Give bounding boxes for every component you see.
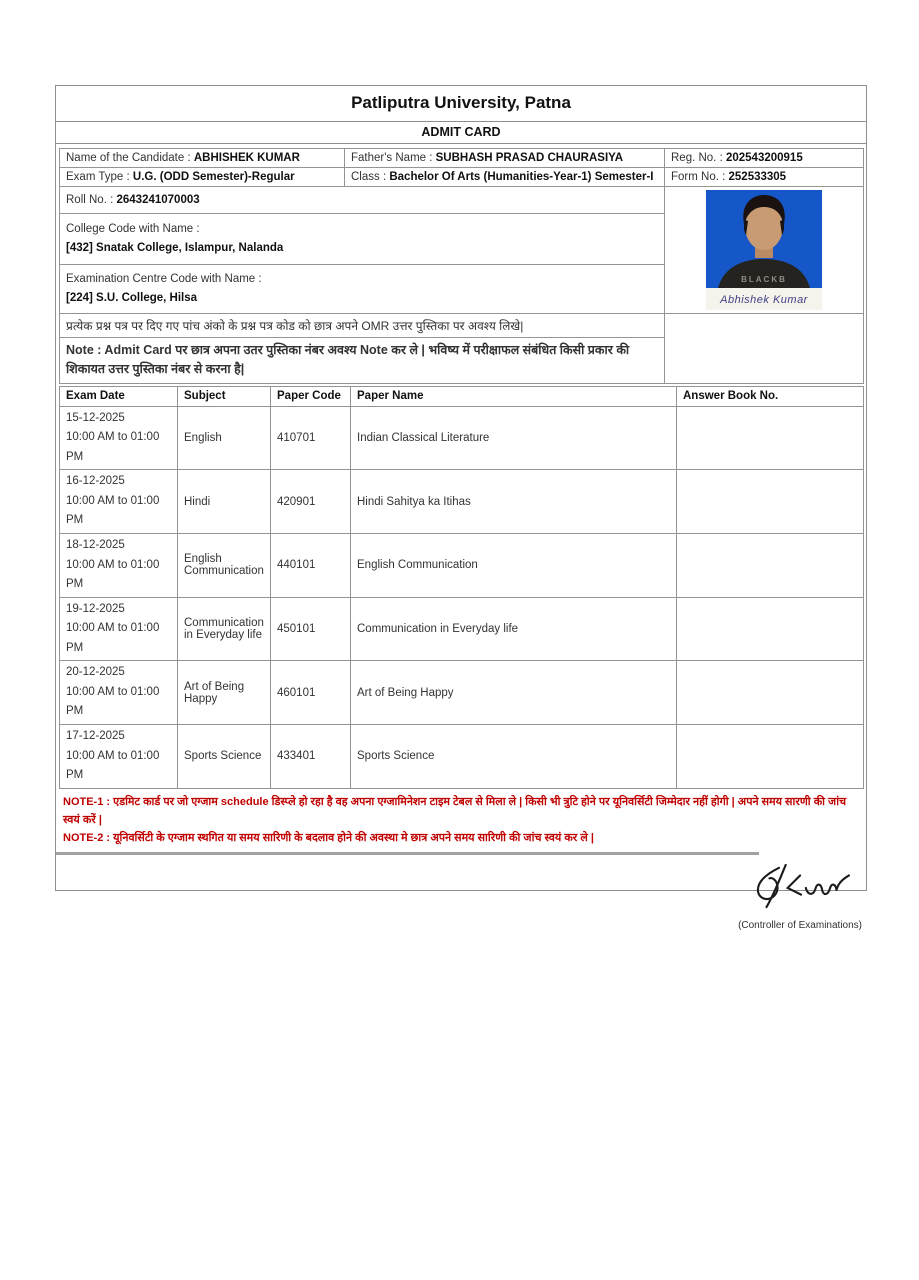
- info-row-omr-note: [60, 314, 864, 338]
- form-no-cell: [665, 168, 864, 187]
- admit-card-document: [55, 85, 867, 932]
- paper-name-cell: Indian Classical Literature: [351, 406, 677, 470]
- blank-side-cell: [665, 314, 864, 384]
- signature-caption: (Controller of Examinations): [738, 920, 862, 932]
- exam-date-cell: [60, 597, 178, 661]
- signature-image: [750, 863, 854, 909]
- exam-row: [60, 406, 864, 470]
- footer-note-2: NOTE-2 : यूनिवर्सिटी के एग्जाम स्थगित या समय सारिणी के बदलाव होने की अवस्था मे छात्र अपने समय सारिणी की जांच स्वयं कर ले |: [63, 831, 594, 844]
- candidate-name-label: Name of the Candidate :: [66, 152, 194, 164]
- exam-date-cell: [60, 470, 178, 534]
- subject-cell: Communication in Everyday life: [178, 597, 271, 661]
- exam-centre-value: [224] S.U. College, Hilsa: [66, 292, 198, 305]
- exam-centre-cell: [60, 265, 665, 314]
- exam-col-header: Paper Name: [351, 386, 677, 406]
- roll-no-label: Roll No. :: [66, 193, 117, 206]
- answer-book-no-cell: [677, 724, 864, 788]
- omr-instruction-text: प्रत्येक प्रश्न पत्र पर दिए गए पांच अंको के प्रश्न पत्र कोड को छात्र अपने OMR उत्तर पुस्तिका पर अवश्य लिखे|: [60, 314, 665, 338]
- paper-name-cell: Communication in Everyday life: [351, 597, 677, 661]
- exam-centre-label: Examination Centre Code with Name :: [66, 272, 262, 285]
- college-label: College Code with Name :: [66, 222, 200, 235]
- candidate-photo-cell: [665, 187, 864, 314]
- exam-row: [60, 597, 864, 661]
- exam-type-value: U.G. (ODD Semester)-Regular: [132, 171, 295, 183]
- info-row-roll: [60, 187, 864, 214]
- father-name-value: SUBHASH PRASAD CHAURASIYA: [435, 152, 624, 164]
- roll-no-value: 2643241070003: [116, 193, 200, 206]
- separator-line: [56, 852, 759, 855]
- exam-date: 16-12-2025: [66, 475, 125, 488]
- footer-notes: [56, 789, 866, 849]
- exam-col-header: Exam Date: [60, 386, 178, 406]
- exam-date: 15-12-2025: [66, 411, 125, 424]
- exam-date: 18-12-2025: [66, 539, 125, 552]
- answer-book-note-text: Note : Admit Card पर छात्र अपना उतर पुस्तिका नंबर अवश्य Note कर ले | भविष्य में परीक्षाफल संबंधित किसी प्रकार की शिकायत उत्तर पुस्तिका नंबर से करना है|: [60, 338, 665, 384]
- exam-row: [60, 661, 864, 725]
- card-title: ADMIT CARD: [56, 122, 866, 144]
- exam-time: 10:00 AM to 01:00 PM: [66, 431, 160, 463]
- college-value: [432] Snatak College, Islampur, Nalanda: [66, 242, 284, 255]
- exam-row: [60, 724, 864, 788]
- exam-type-label: Exam Type :: [66, 171, 133, 183]
- exam-type-cell: [60, 168, 345, 187]
- candidate-photo: [706, 190, 822, 310]
- class-cell: [345, 168, 665, 187]
- paper-name-cell: Hindi Sahitya ka Itihas: [351, 470, 677, 534]
- exam-table-header-row: [60, 386, 864, 406]
- class-label: Class :: [351, 171, 390, 183]
- class-value: Bachelor Of Arts (Humanities-Year-1) Semester-I: [389, 171, 654, 183]
- subject-cell: English Communication: [178, 534, 271, 598]
- exam-col-header: Paper Code: [271, 386, 351, 406]
- answer-book-no-cell: [677, 597, 864, 661]
- form-no-label: Form No. :: [671, 171, 729, 183]
- answer-book-no-cell: [677, 661, 864, 725]
- father-name-cell: [345, 149, 665, 168]
- exam-time: 10:00 AM to 01:00 PM: [66, 494, 160, 527]
- exam-date: 20-12-2025: [66, 666, 125, 679]
- form-no-value: 252533305: [728, 171, 787, 183]
- paper-code-cell: 433401: [271, 724, 351, 788]
- candidate-name-value: ABHISHEK KUMAR: [193, 152, 300, 164]
- photo-caption-handwriting: Abhishek Kumar: [720, 294, 808, 306]
- exam-date-cell: [60, 724, 178, 788]
- exam-date-cell: [60, 661, 178, 725]
- exam-time: 10:00 AM to 01:00 PM: [66, 622, 160, 654]
- subject-cell: Art of Being Happy: [178, 661, 271, 725]
- exam-col-header: Answer Book No.: [677, 386, 864, 406]
- exam-row: [60, 534, 864, 598]
- answer-book-no-cell: [677, 470, 864, 534]
- exam-date: 19-12-2025: [66, 602, 125, 615]
- paper-code-cell: 440101: [271, 534, 351, 598]
- paper-code-cell: 410701: [271, 406, 351, 470]
- candidate-info-table: [59, 148, 864, 384]
- subject-cell: English: [178, 406, 271, 470]
- paper-name-cell: Sports Science: [351, 724, 677, 788]
- signature-block: [56, 863, 866, 931]
- paper-name-cell: Art of Being Happy: [351, 661, 677, 725]
- exam-table-body: [60, 406, 864, 788]
- college-cell: [60, 213, 665, 265]
- paper-name-cell: English Communication: [351, 534, 677, 598]
- exam-row: [60, 470, 864, 534]
- subject-cell: Hindi: [178, 470, 271, 534]
- paper-code-cell: 420901: [271, 470, 351, 534]
- subject-cell: Sports Science: [178, 724, 271, 788]
- answer-book-no-cell: [677, 534, 864, 598]
- exam-col-header: Subject: [178, 386, 271, 406]
- exam-date: 17-12-2025: [66, 729, 125, 742]
- paper-code-cell: 460101: [271, 661, 351, 725]
- info-row-1: [60, 149, 864, 168]
- reg-no-value: 202543200915: [725, 152, 803, 164]
- exam-time: 10:00 AM to 01:00 PM: [66, 558, 160, 591]
- reg-no-cell: [665, 149, 864, 168]
- university-title: Patliputra University, Patna: [56, 86, 866, 122]
- exam-date-cell: [60, 534, 178, 598]
- exam-schedule-table: [59, 386, 864, 789]
- candidate-name-cell: [60, 149, 345, 168]
- info-row-2: [60, 168, 864, 187]
- exam-time: 10:00 AM to 01:00 PM: [66, 685, 160, 718]
- father-name-label: Father's Name :: [351, 152, 436, 164]
- roll-no-cell: [60, 187, 665, 214]
- photo-shirt-text: BLACKB: [741, 275, 787, 284]
- exam-time: 10:00 AM to 01:00 PM: [66, 749, 160, 782]
- footer-note-1: NOTE-1 : एडमिट कार्ड पर जो एग्जाम schedule डिस्प्ले हो रहा है वह अपना एग्जामिनेशन टाइम टेबल से मिला ले | किसी भी त्रुटि होने पर यूनिवर्सिटी जिम्मेदार नहीं होगी | अपने समय सारणी की जांच स्वयं करें |: [63, 795, 847, 826]
- reg-no-label: Reg. No. :: [671, 152, 726, 164]
- exam-date-cell: [60, 406, 178, 470]
- paper-code-cell: 450101: [271, 597, 351, 661]
- answer-book-no-cell: [677, 406, 864, 470]
